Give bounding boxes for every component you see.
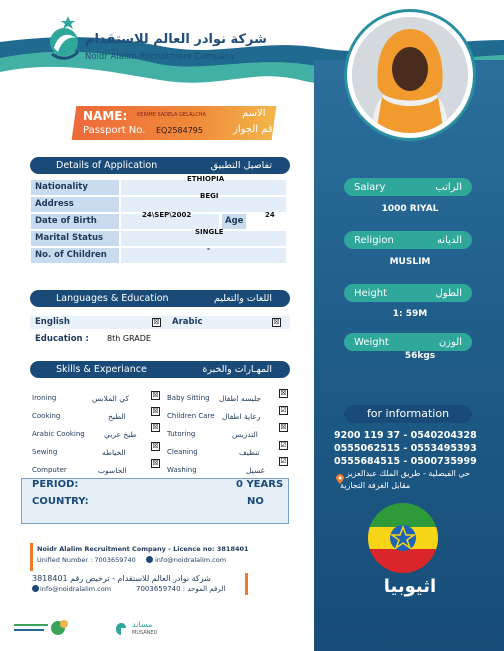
salary-pill bbox=[344, 178, 472, 196]
email-icon-ar bbox=[32, 585, 39, 592]
country-name-arabic: اثيوبيا bbox=[383, 576, 437, 597]
footer-arabic-line: شركة نوادر العالم للاستقدام - ترخيص رقم 3818401 bbox=[32, 574, 211, 583]
skill-tutoring-ar: التدريس bbox=[232, 430, 258, 439]
ministry-logo-icon bbox=[12, 616, 72, 640]
skill-washing-ar: غسيل bbox=[246, 466, 265, 475]
children-label: No. of Children bbox=[31, 248, 119, 263]
skill-ironing: Ironing bbox=[32, 394, 57, 402]
details-section-header bbox=[30, 157, 290, 174]
skill-baby-sitting: Baby Sitting bbox=[167, 394, 210, 402]
phone-line-3: 0555684515 - 0500735999 bbox=[334, 456, 477, 467]
skill-washing: Washing bbox=[167, 466, 197, 474]
religion-label-ar: الديانه bbox=[436, 234, 462, 246]
name-label-arabic: الاسم bbox=[242, 108, 266, 119]
languages-section-header bbox=[30, 290, 290, 307]
weight-label: Weight bbox=[354, 336, 389, 348]
passport-label: Passport No. bbox=[83, 125, 146, 136]
phone-line-1: 9200 119 37 - 0540204328 bbox=[334, 430, 477, 441]
skill-children-care: Children Care bbox=[167, 412, 215, 420]
ethiopia-flag-icon bbox=[368, 503, 438, 573]
height-label: Height bbox=[354, 287, 388, 299]
phone-line-2: 0555062515 - 0553495393 bbox=[334, 443, 477, 454]
skill-baby-sitting-checkbox[interactable]: ☒ bbox=[280, 389, 287, 397]
footer-email-ar: info@noidralalim.com bbox=[40, 585, 112, 593]
age-value: 24 bbox=[265, 211, 275, 219]
skill-sewing: Sewing bbox=[32, 448, 58, 456]
musaned-arabic: مساند bbox=[132, 620, 153, 629]
footer-divider bbox=[30, 543, 33, 571]
weight-label-ar: الوزن bbox=[438, 336, 462, 348]
skill-computer-ar: الحاسوب bbox=[98, 466, 127, 475]
skill-cooking-ar: الطبخ bbox=[108, 412, 126, 421]
religion-pill bbox=[344, 231, 472, 249]
footer-unified-number: Unified Number : 7003659740 bbox=[37, 556, 136, 564]
skill-arabic-cooking: Arabic Cooking bbox=[32, 430, 85, 438]
skill-arabic-cooking-checkbox[interactable]: ☒ bbox=[152, 423, 159, 431]
address-line-1: حي الفيصلية - طريق الملك عبدالعزيز bbox=[346, 469, 470, 478]
education-label: Education : bbox=[35, 334, 89, 344]
candidate-photo bbox=[352, 17, 468, 133]
country-value: NO bbox=[247, 496, 264, 507]
skill-cooking: Cooking bbox=[32, 412, 61, 420]
arabic-label: Arabic bbox=[172, 317, 203, 327]
religion-label: Religion bbox=[354, 234, 394, 246]
passport-value: EQ2584795 bbox=[156, 126, 203, 135]
skill-sewing-ar: الخياطه bbox=[102, 448, 126, 457]
children-value: - bbox=[207, 245, 210, 253]
name-label: NAME: bbox=[83, 109, 128, 123]
skill-baby-sitting-ar: جليسه اطفال bbox=[219, 394, 262, 403]
nationality-label: Nationality bbox=[31, 180, 119, 195]
weight-pill bbox=[344, 333, 472, 351]
skill-cooking-checkbox[interactable]: ☒ bbox=[152, 407, 159, 415]
musaned-english: MUSANED bbox=[132, 630, 158, 636]
skill-cleaning-checkbox[interactable]: ☑ bbox=[280, 441, 287, 449]
nationality-value: ETHIOPIA bbox=[187, 175, 225, 183]
skill-children-care-checkbox[interactable]: ☑ bbox=[280, 406, 287, 414]
address-value: BEGI bbox=[200, 192, 219, 200]
education-value: 8th GRADE bbox=[107, 334, 151, 343]
english-label: English bbox=[35, 317, 70, 327]
company-name-arabic: شركة نوادر العالم للاستقدام bbox=[85, 32, 267, 47]
skill-cleaning: Cleaning bbox=[167, 448, 198, 456]
languages-header-ar: اللغات والتعليم bbox=[213, 293, 272, 304]
footer-unified-ar: الرقم الموحد : 7003659740 bbox=[136, 585, 226, 593]
period-value: 0 YEARS bbox=[236, 479, 284, 490]
footer-company-line: Noidr Alalim Recruitment Company - Licence no: 3818401 bbox=[37, 545, 249, 553]
height-pill bbox=[344, 284, 472, 302]
arabic-checkbox[interactable]: ☒ bbox=[273, 318, 280, 326]
skill-ironing-checkbox[interactable]: ☒ bbox=[152, 391, 159, 399]
english-checkbox[interactable]: ☒ bbox=[153, 318, 160, 326]
skill-arabic-cooking-ar: طبخ عربي bbox=[104, 430, 137, 439]
country-label: COUNTRY: bbox=[32, 496, 89, 507]
for-information-header: for information bbox=[344, 405, 472, 423]
age-label: Age bbox=[222, 214, 246, 229]
address-label: Address bbox=[31, 197, 119, 212]
salary-value: 1000 RIYAL bbox=[381, 204, 439, 214]
company-logo-icon bbox=[46, 14, 82, 66]
dob-value: 24\SEP\2002 bbox=[142, 211, 192, 219]
marital-label: Marital Status bbox=[31, 231, 119, 246]
skill-cleaning-ar: تنظيف bbox=[239, 448, 260, 457]
skill-computer-checkbox[interactable]: ☒ bbox=[152, 459, 159, 467]
languages-header-en: Languages & Education bbox=[56, 293, 169, 304]
skill-washing-checkbox[interactable]: ☑ bbox=[280, 457, 287, 465]
email-icon bbox=[146, 556, 153, 563]
name-value: KERIME SADELA GELALCHA bbox=[137, 112, 206, 118]
children-cell bbox=[121, 248, 286, 263]
weight-value: 56kgs bbox=[404, 351, 436, 361]
skill-computer: Computer bbox=[32, 466, 67, 474]
marital-value: SINGLE bbox=[195, 228, 224, 236]
dob-label: Date of Birth bbox=[31, 214, 119, 229]
skill-ironing-ar: كي الملابس bbox=[92, 394, 130, 403]
religion-value: MUSLIM bbox=[389, 257, 431, 267]
skills-header-ar: المهـارات والخبرة bbox=[202, 364, 272, 375]
musaned-logo-icon bbox=[114, 622, 128, 636]
period-label: PERIOD: bbox=[32, 479, 79, 490]
address-line-2: مقابل الغرفة التجارية bbox=[340, 481, 411, 490]
skills-section-header bbox=[30, 361, 290, 378]
height-label-ar: الطول bbox=[435, 287, 462, 299]
salary-label: Salary bbox=[354, 181, 386, 193]
details-header-ar: تفاصيل التطبيق bbox=[210, 160, 272, 171]
height-value: 1: 59M bbox=[392, 309, 428, 319]
details-header-en: Details of Application bbox=[56, 160, 158, 171]
company-name-english: Noidr Alalim Recruitment Company bbox=[85, 52, 235, 62]
footer-email: info@noidralalim.com bbox=[155, 556, 227, 564]
salary-label-ar: الراتب bbox=[435, 181, 462, 193]
passport-label-arabic: رقم الجواز bbox=[233, 124, 278, 135]
skill-tutoring-checkbox[interactable]: ☒ bbox=[280, 423, 287, 431]
skill-tutoring: Tutoring bbox=[167, 430, 196, 438]
skills-header-en: Skills & Experiance bbox=[56, 364, 147, 375]
location-icon bbox=[336, 469, 344, 479]
footer-divider-ar bbox=[245, 573, 248, 595]
skill-children-care-ar: رعاية اطفال bbox=[222, 412, 261, 421]
skill-sewing-checkbox[interactable]: ☒ bbox=[152, 442, 159, 450]
